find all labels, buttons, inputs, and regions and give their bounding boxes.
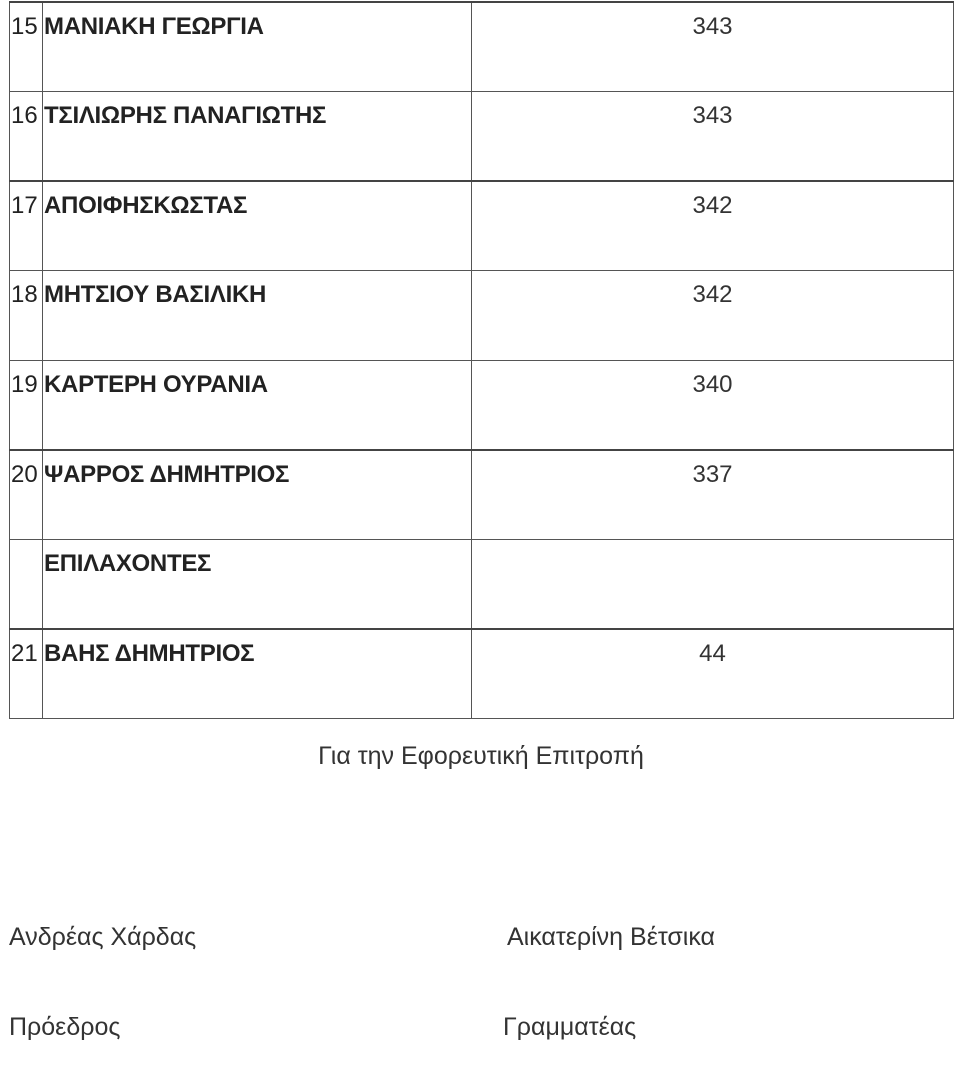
row-number: 21 <box>10 629 43 719</box>
row-number: 18 <box>10 271 43 361</box>
section-heading: ΕΠΙΛΑΧΟΝΤΕΣ <box>43 539 472 629</box>
table-row <box>10 271 954 361</box>
candidate-name: ΨΑΡΡΟΣ ΔΗΜΗΤΡΙΟΣ <box>43 450 472 540</box>
chairman-name: Ανδρέας Χάρδας <box>9 923 197 951</box>
candidate-name: ΚΑΡΤΕΡΗ ΟΥΡΑΝΙΑ <box>43 360 472 450</box>
table-row <box>10 629 954 719</box>
row-number: 15 <box>10 2 43 92</box>
vote-count: 337 <box>472 450 954 540</box>
vote-count: 343 <box>472 92 954 182</box>
table-row <box>10 2 954 92</box>
table-row <box>10 181 954 271</box>
row-number <box>10 539 43 629</box>
table-row <box>10 92 954 182</box>
secretary-name: Αικατερίνη Βέτσικα <box>507 923 715 951</box>
vote-count: 342 <box>472 271 954 361</box>
vote-count: 340 <box>472 360 954 450</box>
row-number: 17 <box>10 181 43 271</box>
vote-count: 343 <box>472 2 954 92</box>
table-row-section-header <box>10 539 954 629</box>
candidate-name: ΜΑΝΙΑΚΗ ΓΕΩΡΓΙΑ <box>43 2 472 92</box>
table-row <box>10 360 954 450</box>
results-table <box>9 1 954 719</box>
vote-count: 44 <box>472 629 954 719</box>
secretary-role: Γραμματέας <box>503 1013 637 1041</box>
candidate-name: ΤΣΙΛΙΩΡΗΣ ΠΑΝΑΓΙΩΤΗΣ <box>43 92 472 182</box>
row-number: 16 <box>10 92 43 182</box>
table-row <box>10 450 954 540</box>
committee-caption: Για την Εφορευτική Επιτροπή <box>318 742 644 770</box>
vote-count: 342 <box>472 181 954 271</box>
row-number: 19 <box>10 360 43 450</box>
chairman-role: Πρόεδρος <box>9 1013 121 1041</box>
candidate-name: ΑΠΟΙΦΗΣΚΩΣΤΑΣ <box>43 181 472 271</box>
candidate-name: ΒΑΗΣ ΔΗΜΗΤΡΙΟΣ <box>43 629 472 719</box>
candidate-name: ΜΗΤΣΙΟΥ ΒΑΣΙΛΙΚΗ <box>43 271 472 361</box>
row-number: 20 <box>10 450 43 540</box>
vote-count <box>472 539 954 629</box>
